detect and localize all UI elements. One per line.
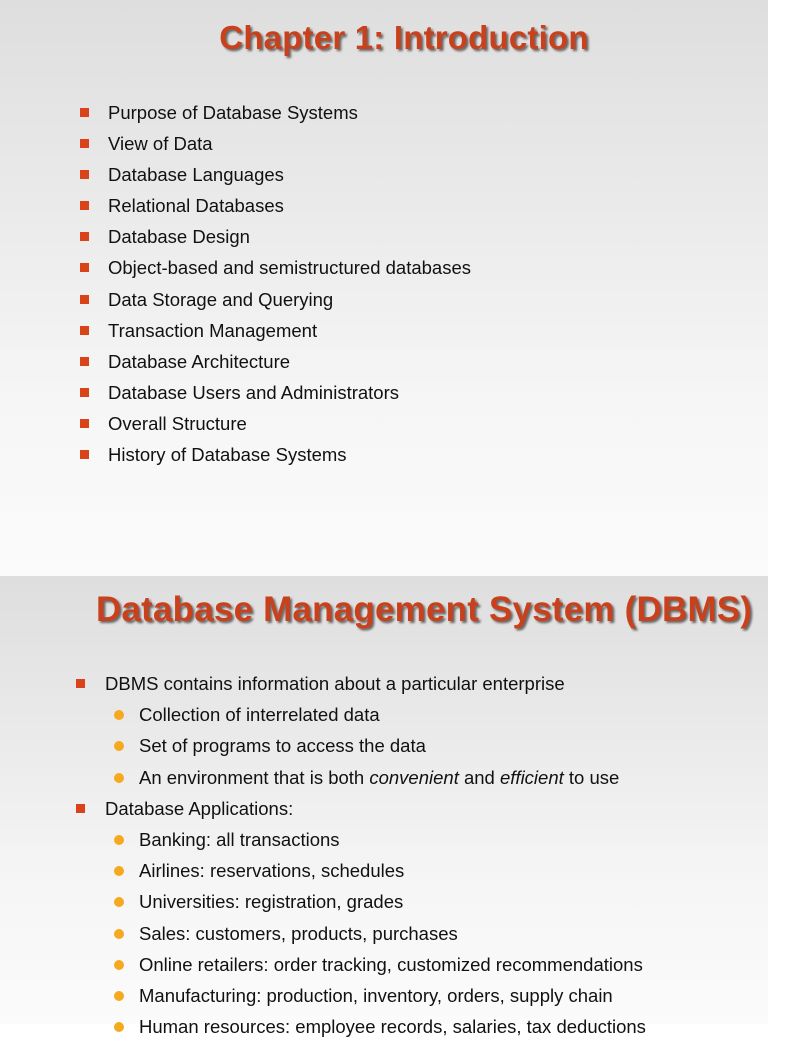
round-bullet-icon	[114, 866, 124, 876]
round-bullet-icon	[114, 710, 124, 720]
list-item	[80, 284, 471, 315]
list-item	[80, 346, 471, 377]
list-item	[80, 190, 471, 221]
sub-list-item	[114, 949, 646, 980]
round-bullet-icon	[114, 1022, 124, 1032]
square-bullet-icon	[80, 108, 89, 117]
list-item-text: Purpose of Database Systems	[108, 102, 358, 123]
list-item-text: DBMS contains information about a particular enterprise	[105, 673, 565, 694]
square-bullet-icon	[76, 804, 85, 813]
list-item	[80, 221, 471, 252]
square-bullet-icon	[80, 232, 89, 241]
sub-list-item	[114, 918, 646, 949]
round-bullet-icon	[114, 897, 124, 907]
list-item-text: Manufacturing: production, inventory, orders, supply chain	[139, 984, 613, 1006]
sub-list-item	[114, 980, 646, 1011]
text-suffix: to use	[563, 766, 620, 788]
slide-title: Database Management System (DBMS)	[96, 590, 753, 629]
round-bullet-icon	[114, 741, 124, 751]
slide-dbms	[0, 576, 768, 1038]
text-middle: and	[458, 766, 500, 788]
text-prefix: An environment that is both	[139, 766, 370, 788]
list-item	[80, 252, 471, 283]
round-bullet-icon	[114, 835, 124, 845]
square-bullet-icon	[80, 326, 89, 335]
list-item	[80, 408, 471, 439]
slide-title: Chapter 1: Introduction	[219, 19, 589, 56]
list-item	[80, 159, 471, 190]
sub-list-item	[114, 699, 646, 730]
list-item-text: Collection of interrelated data	[139, 704, 380, 726]
list-item-text: Online retailers: order tracking, customized recommendations	[139, 953, 643, 975]
emphasis-text: efficient	[500, 766, 564, 788]
list-item-text: Data Storage and Querying	[108, 288, 334, 310]
square-bullet-icon	[80, 450, 89, 459]
sub-list-item	[114, 886, 646, 917]
square-bullet-icon	[80, 388, 89, 397]
list-item-text: Database Architecture	[108, 350, 291, 372]
list-item	[76, 793, 646, 824]
sub-list-item	[114, 1011, 646, 1042]
round-bullet-icon	[114, 960, 124, 970]
list-item-text: Universities: registration, grades	[139, 891, 404, 913]
round-bullet-icon	[114, 929, 124, 939]
square-bullet-icon	[80, 419, 89, 428]
square-bullet-icon	[80, 263, 89, 272]
list-item-text: Database Languages	[108, 164, 284, 186]
square-bullet-icon	[80, 170, 89, 179]
list-item-text: Relational Databases	[108, 195, 284, 217]
list-item-text: View of Data	[108, 133, 213, 155]
sub-list-item	[114, 824, 646, 855]
list-item	[80, 97, 471, 128]
list-item	[80, 315, 471, 346]
sub-list-item	[114, 762, 646, 793]
square-bullet-icon	[80, 357, 89, 366]
list-item-text: Banking: all transactions	[139, 828, 340, 850]
square-bullet-icon	[80, 295, 89, 304]
list-item-text: History of Database Systems	[108, 444, 347, 466]
list-item-text: Set of programs to access the data	[139, 735, 426, 757]
list-item-text: Object-based and semistructured databases	[108, 257, 472, 279]
list-item-text: Human resources: employee records, salaries, tax deductions	[139, 1016, 646, 1038]
list-item-text: Transaction Management	[108, 319, 318, 341]
list-item-text: Database Applications:	[105, 797, 294, 819]
bullet-list	[76, 668, 646, 1042]
list-item	[76, 668, 646, 699]
list-item-text: Sales: customers, products, purchases	[139, 922, 458, 944]
topic-list	[80, 97, 471, 470]
sub-list-item	[114, 855, 646, 886]
square-bullet-icon	[80, 201, 89, 210]
list-item-text: Database Users and Administrators	[108, 381, 399, 403]
list-item-text: Overall Structure	[108, 412, 247, 434]
square-bullet-icon	[76, 679, 85, 688]
list-item	[80, 377, 471, 408]
square-bullet-icon	[80, 139, 89, 148]
round-bullet-icon	[114, 773, 124, 783]
sub-list-item	[114, 730, 646, 761]
list-item-text: Airlines: reservations, schedules	[139, 860, 405, 882]
emphasis-text: convenient	[369, 766, 459, 788]
list-item-text: Database Design	[108, 226, 250, 248]
round-bullet-icon	[114, 991, 124, 1001]
list-item	[80, 128, 471, 159]
list-item	[80, 439, 471, 470]
